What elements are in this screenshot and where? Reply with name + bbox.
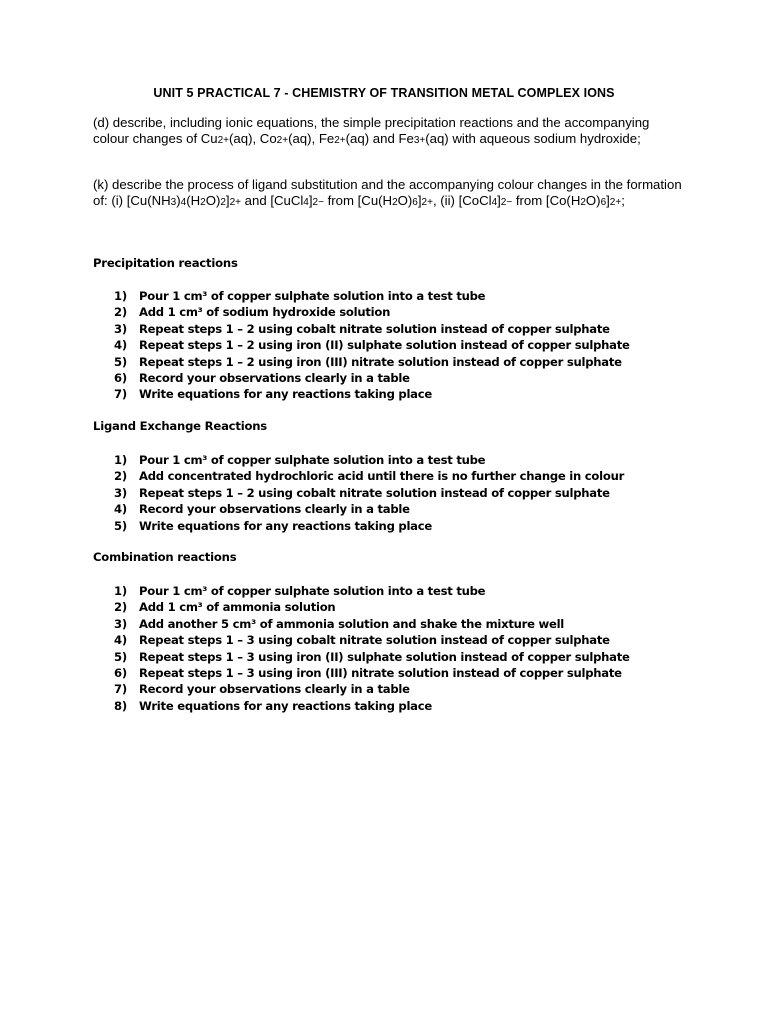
step-number: 2) xyxy=(114,600,127,615)
step-text: Repeat steps 1 – 2 using iron (II) sulphate solution instead of copper sulphate xyxy=(139,338,630,353)
section-heading-combination: Combination reactions xyxy=(93,550,237,564)
step-number: 1) xyxy=(114,289,127,303)
step-text: Repeat steps 1 – 2 using cobalt nitrate solution instead of copper sulphate xyxy=(139,321,610,336)
objective-d-text: (aq) with aqueous sodium hydroxide; xyxy=(425,131,641,147)
step-text: Write equations for any reactions taking place xyxy=(139,698,432,713)
formula-charge: 2− xyxy=(312,197,324,209)
step-number: 4) xyxy=(114,338,127,353)
objective-d-text: (aq), Fe xyxy=(288,131,335,147)
section-heading-ligand-exchange: Ligand Exchange Reactions xyxy=(93,419,267,433)
objective-d-text: (aq), Co xyxy=(229,131,277,147)
step-text: Write equations for any reactions taking place xyxy=(139,518,432,533)
step-number: 5) xyxy=(114,649,127,664)
step-text: Pour 1 cm³ of copper sulphate solution into a test tube xyxy=(139,453,486,467)
fe2-charge: 2+ xyxy=(334,135,346,147)
objective-k-text: ] xyxy=(417,193,422,209)
objective-k-text: (k) describe the process of ligand substitution and the accompanying colour changes in the formation of: (i) [Cu(NH xyxy=(93,177,682,209)
section-heading-precipitation: Precipitation reactions xyxy=(93,256,238,270)
step-text: Repeat steps 1 – 3 using cobalt nitrate solution instead of copper sulphate xyxy=(139,633,610,648)
objective-k-text: ; xyxy=(621,193,625,209)
objective-d-text: (aq) and Fe xyxy=(345,131,414,147)
fe3-charge: 3+ xyxy=(413,135,426,147)
formula-subscript: 4 xyxy=(303,197,309,209)
step-number: 1) xyxy=(114,584,127,598)
step-number: 2) xyxy=(114,305,127,320)
page-title: UNIT 5 PRACTICAL 7 - CHEMISTRY OF TRANSITION METAL COMPLEX IONS xyxy=(153,86,615,100)
objective-k-text: and [CuCl xyxy=(240,193,304,209)
step-number: 6) xyxy=(114,370,127,385)
formula-subscript: 2 xyxy=(200,197,206,209)
objective-k-text: O) xyxy=(397,193,413,209)
objective-d-text: (d) describe, including ionic equations, the simple precipitation reactions and the accompanying colour changes of Cu xyxy=(93,115,650,147)
objective-k-text: from [Co(H xyxy=(512,193,581,209)
formula-subscript: 6 xyxy=(600,197,607,209)
step-number: 4) xyxy=(114,502,127,517)
step-number: 2) xyxy=(114,469,127,484)
formula-subscript: 2 xyxy=(220,197,226,209)
step-text: Add another 5 cm³ of ammonia solution and shake the mixture well xyxy=(139,616,565,631)
step-text: Pour 1 cm³ of copper sulphate solution into a test tube xyxy=(139,584,486,598)
step-text: Repeat steps 1 – 2 using iron (III) nitrate solution instead of copper sulphate xyxy=(139,354,622,369)
formula-subscript: 4 xyxy=(180,197,187,209)
formula-subscript: 6 xyxy=(412,197,418,209)
step-text: Pour 1 cm³ of copper sulphate solution into a test tube xyxy=(139,289,486,303)
step-text: Repeat steps 1 – 3 using iron (III) nitrate solution instead of copper sulphate xyxy=(139,665,622,680)
objective-k-text: from [Cu(H xyxy=(323,193,393,209)
step-number: 8) xyxy=(114,698,127,713)
step-number: 5) xyxy=(114,518,127,533)
step-number: 7) xyxy=(114,682,127,697)
objective-d xyxy=(93,115,683,149)
objective-k-text: , (ii) [CoCl xyxy=(432,193,492,209)
formula-charge: 2+ xyxy=(229,197,241,209)
formula-subscript: 2 xyxy=(392,197,398,209)
step-text: Record your observations clearly in a table xyxy=(139,682,410,697)
formula-charge: 2+ xyxy=(609,197,622,209)
step-number: 5) xyxy=(114,354,127,369)
step-number: 7) xyxy=(114,387,127,402)
formula-subscript: 4 xyxy=(491,197,498,209)
step-text: Record your observations clearly in a table xyxy=(139,502,410,517)
step-number: 3) xyxy=(114,616,127,631)
co-charge: 2+ xyxy=(276,135,289,147)
objective-k-text: O) xyxy=(585,193,601,209)
step-text: Add 1 cm³ of ammonia solution xyxy=(139,600,336,615)
step-number: 3) xyxy=(114,485,127,500)
objective-k-text: ] xyxy=(497,193,501,209)
formula-charge: 2− xyxy=(500,197,513,209)
step-number: 1) xyxy=(114,453,127,467)
objective-k-text: O) xyxy=(205,193,221,209)
step-text: Write equations for any reactions taking place xyxy=(139,387,432,402)
step-number: 6) xyxy=(114,665,127,680)
objective-k-text: ) xyxy=(176,193,181,209)
objective-k xyxy=(93,177,683,211)
objective-k-text: ] xyxy=(225,193,230,209)
objective-k-text: ] xyxy=(606,193,610,209)
formula-subscript: 2 xyxy=(580,197,586,209)
step-number: 4) xyxy=(114,633,127,648)
step-number: 3) xyxy=(114,321,127,336)
formula-subscript: 3 xyxy=(170,197,177,209)
step-text: Add 1 cm³ of sodium hydroxide solution xyxy=(139,305,391,320)
step-text: Add concentrated hydrochloric acid until there is no further change in colour xyxy=(139,469,625,484)
objective-k-text: (H xyxy=(186,193,201,209)
cu-charge: 2+ xyxy=(217,135,230,147)
formula-charge: 2+ xyxy=(421,197,433,209)
step-text: Record your observations clearly in a table xyxy=(139,370,410,385)
step-text: Repeat steps 1 – 3 using iron (II) sulphate solution instead of copper sulphate xyxy=(139,649,630,664)
step-text: Repeat steps 1 – 2 using cobalt nitrate solution instead of copper sulphate xyxy=(139,485,610,500)
objective-k-text: ] xyxy=(308,193,313,209)
